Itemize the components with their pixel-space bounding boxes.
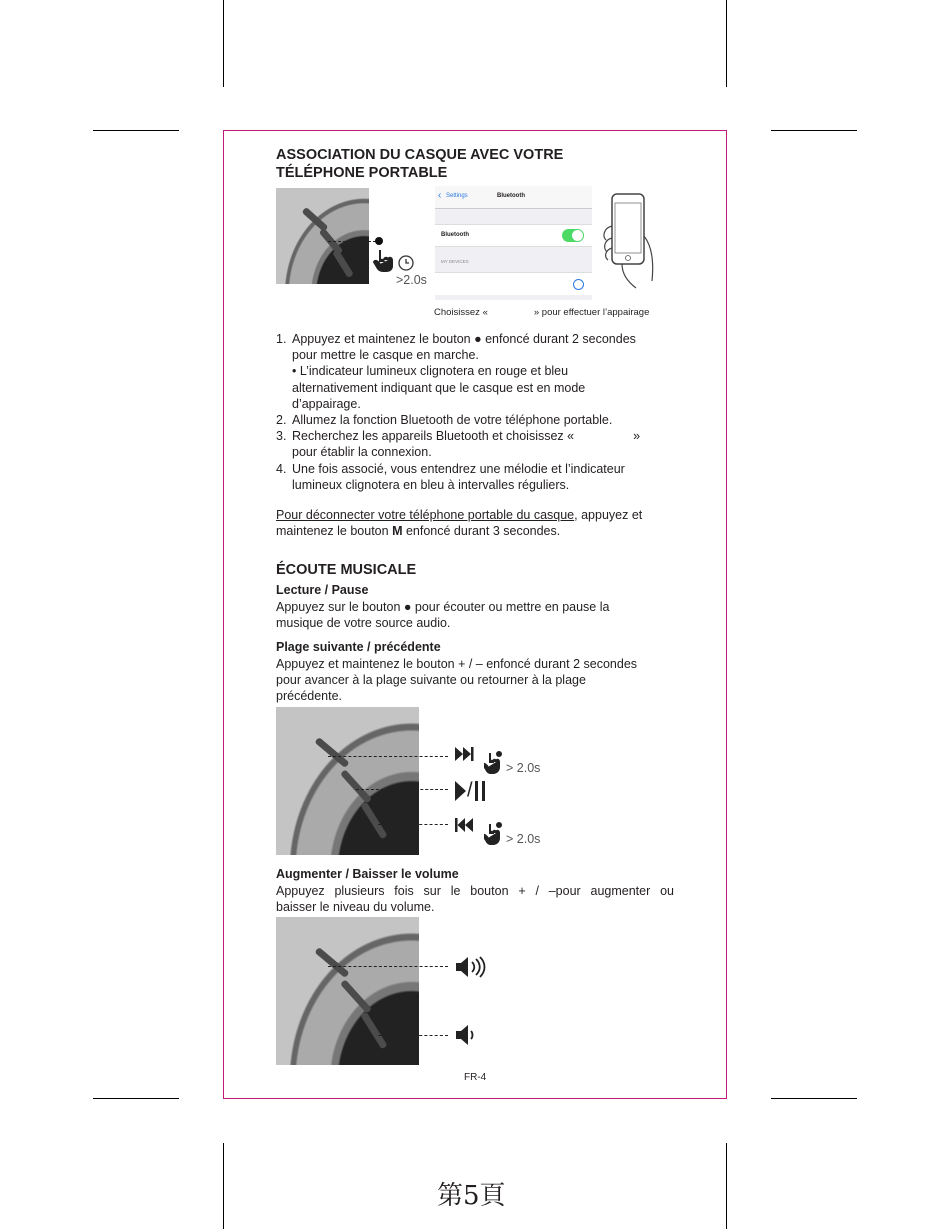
section-title-pairing: ASSOCIATION DU CASQUE AVEC VOTRE TÉLÉPHONE PORTABLE [276, 147, 564, 181]
pairing-steps [276, 331, 696, 493]
pointer-line [328, 966, 448, 967]
next-hold-time: > 2.0s [506, 761, 541, 775]
figure-caption: Choisissez « » pour effectuer l’appairage [434, 307, 650, 318]
previous-track-icon [455, 818, 475, 832]
settings-back-label: Settings [446, 193, 468, 199]
headphone-photo [276, 188, 369, 284]
hand-press-icon [484, 821, 506, 845]
pointer-line [328, 241, 376, 242]
section-title-music: ÉCOUTE MUSICALE [276, 562, 417, 578]
step-line: d’appairage. [292, 396, 361, 411]
power-dot-icon [375, 237, 383, 245]
clock-icon [397, 254, 415, 272]
step-line: pour établir la connexion. [292, 445, 432, 460]
device-section-label: MY DEVICES [441, 259, 469, 264]
crop-mark [223, 0, 224, 87]
headphone-volume-photo [276, 917, 419, 1065]
settings-title: Bluetooth [497, 193, 525, 199]
disconnect-note: Pour déconnecter votre téléphone portable du casque, appuyez et maintenez le bouton M enfoncé durant 3 secondes. [276, 508, 643, 539]
step-line: • L’indicateur lumineux clignotera en rouge et bleu [292, 364, 569, 379]
hand-press-icon [484, 750, 506, 774]
pointer-line [378, 1035, 448, 1036]
play-heading: Lecture / Pause [276, 583, 369, 597]
step-line: 4. Une fois associé, vous entendrez une mélodie et l’indicateur [276, 461, 625, 476]
bluetooth-toggle [562, 229, 584, 242]
crop-mark [726, 0, 727, 87]
next-track-icon [455, 747, 475, 761]
headphone-buttons-photo [276, 707, 419, 855]
back-chevron-icon: ‹ [438, 190, 442, 201]
hand-press-icon [372, 248, 398, 272]
info-icon [573, 279, 584, 290]
crop-mark [223, 1143, 224, 1229]
crop-mark [93, 130, 179, 131]
bluetooth-row-label: Bluetooth [441, 232, 469, 238]
crop-mark [726, 1143, 727, 1229]
bluetooth-settings-screen [435, 186, 592, 300]
crop-mark [771, 130, 857, 131]
step-line: pour mettre le casque en marche. [292, 348, 479, 363]
step-line: 1. Appuyez et maintenez le bouton ● enfoncé durant 2 secondes [276, 332, 636, 346]
play-text: Appuyez sur le bouton ● pour écouter ou mettre en pause la musique de votre source audio. [276, 600, 610, 631]
page-code: FR-4 [464, 1072, 487, 1083]
track-heading: Plage suivante / précédente [276, 640, 441, 654]
crop-mark [93, 1098, 179, 1099]
pointer-line [328, 756, 448, 757]
volume-up-icon [456, 956, 486, 978]
sheet-number: 第5頁 [437, 1181, 506, 1211]
hold-time-label: >2.0s [396, 273, 427, 287]
volume-down-icon [456, 1024, 478, 1046]
step-line: 3. Recherchez les appareils Bluetooth et choisissez « » [276, 429, 641, 444]
pointer-line [378, 824, 448, 825]
pointer-line [356, 789, 448, 790]
step-line: 2. Allumez la fonction Bluetooth de votre téléphone portable. [276, 413, 613, 428]
track-text: Appuyez et maintenez le bouton + / – enfoncé durant 2 secondes pour avancer à la plage suivante ou retourner à la plage précédente. [276, 657, 638, 704]
step-line: alternativement indiquant que le casque est en mode [292, 380, 586, 395]
play-pause-icon: / [455, 779, 487, 802]
volume-text: Appuyez plusieurs fois sur le bouton + / –pour augmenter ou baisser le niveau du volume. [276, 884, 674, 915]
phone-in-hand-icon [594, 186, 664, 296]
crop-mark [771, 1098, 857, 1099]
volume-heading: Augmenter / Baisser le volume [276, 867, 459, 881]
step-line: lumineux clignotera en bleu à intervalles réguliers. [292, 477, 570, 492]
prev-hold-time: > 2.0s [506, 832, 541, 846]
